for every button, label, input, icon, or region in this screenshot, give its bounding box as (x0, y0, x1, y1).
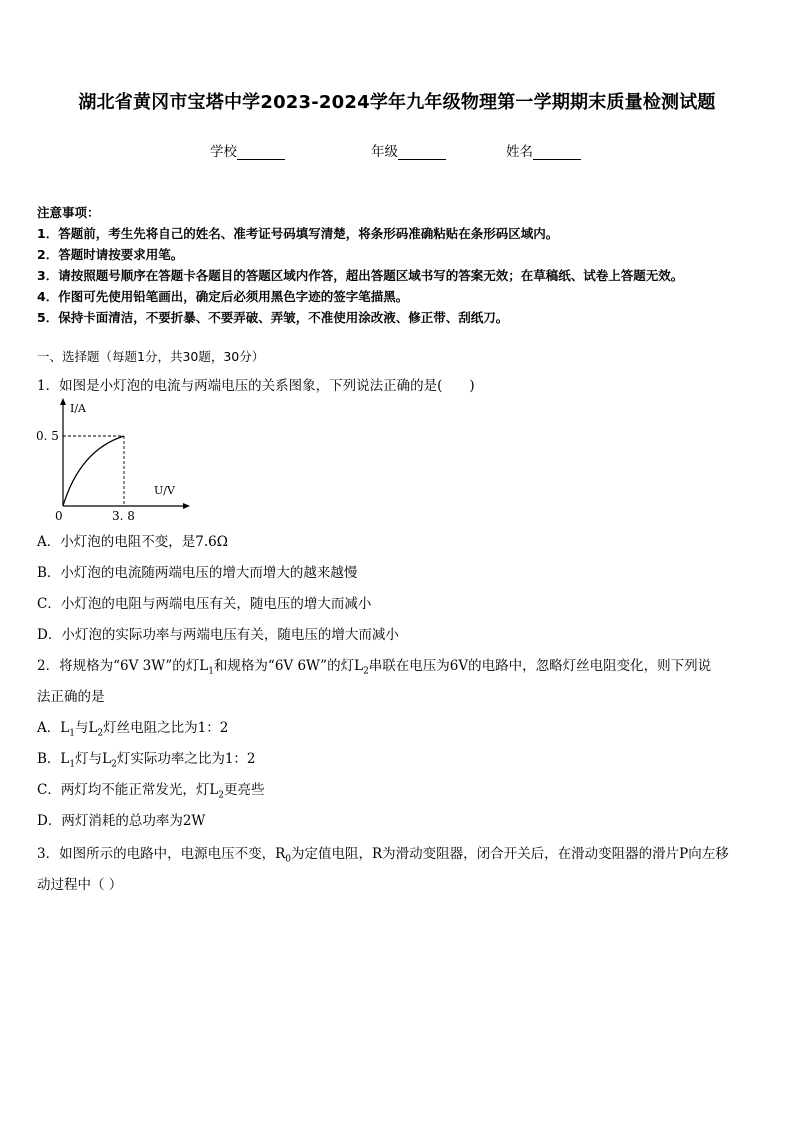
q2-option-b[interactable] (37, 747, 256, 770)
notice-item: 1．答题前，考生先将自己的姓名、准考证号码填写清楚，将条形码准确粘贴在条形码区域内。 (37, 226, 559, 241)
current-voltage-graph (30, 398, 190, 524)
q3-stem-part: 为定值电阻，R为滑动变阻器，闭合开关后，在滑动变阻器的滑片P向左移 (291, 846, 729, 862)
y-tick-label: 0. 5 (36, 429, 59, 443)
name-field[interactable] (506, 140, 581, 160)
subscript: 1 (69, 728, 75, 739)
notice-item: 2．答题时请按要求用笔。 (37, 247, 184, 262)
q1-option-b[interactable]: B．小灯泡的电流随两端电压的增大而增大的越来越慢 (37, 565, 358, 581)
notice-item: 5．保持卡面清洁，不要折暴、不要弄破、弄皱，不准使用涂改液、修正带、刮纸刀。 (37, 310, 509, 325)
notice-block (37, 202, 683, 328)
y-axis-label: I/A (70, 402, 86, 415)
y-axis-arrow (60, 398, 66, 405)
q1-stem: 1．如图是小灯泡的电流与两端电压的关系图象，下列说法正确的是( ) (37, 378, 475, 394)
option-text: 更亮些 (224, 782, 265, 798)
q3-stem-part: 3．如图所示的电路中，电源电压不变，R (37, 846, 286, 862)
subscript: 1 (208, 666, 214, 677)
subscript: 0 (285, 854, 291, 865)
q2-option-c[interactable] (37, 778, 265, 801)
exam-title: 湖北省黄冈市宝塔中学2023-2024学年九年级物理第一学期期末质量检测试题 (78, 92, 716, 113)
name-label: 姓名 (506, 144, 533, 160)
notice-item: 3．请按照题号顺序在答题卡各题目的答题区域内作答，超出答题区域书写的答案无效；在草稿纸、试卷上答题无效。 (37, 268, 684, 283)
origin-label: 0 (55, 509, 63, 523)
subscript: 1 (69, 759, 76, 770)
name-blank[interactable] (533, 145, 581, 160)
x-axis-label: U/V (154, 484, 175, 497)
q1-option-a[interactable]: A．小灯泡的电阻不变，是7.6Ω (37, 534, 228, 550)
option-text: 与L (74, 720, 98, 736)
section-title: 一、选择题（每题1分，共30题，30分） (37, 349, 265, 364)
notice-heading: 注意事项： (37, 205, 100, 220)
option-text: A．L (37, 720, 70, 736)
notice-item: 4．作图可先使用铅笔画出，确定后必须用黑色字迹的签字笔描黑。 (37, 289, 409, 304)
q1-option-d[interactable]: D．小灯泡的实际功率与两端电压有关，随电压的增大而减小 (37, 627, 399, 643)
iv-curve (63, 436, 124, 506)
subscript: 2 (97, 728, 104, 739)
school-blank[interactable] (237, 145, 285, 160)
q2-stem-part: 和规格为“6V 6W”的灯L (213, 658, 364, 674)
q2-option-d[interactable]: D．两灯消耗的总功率为2W (37, 813, 206, 829)
option-text: 灯实际功率之比为1：2 (116, 751, 256, 767)
q1-option-c[interactable]: C．小灯泡的电阻与两端电压有关，随电压的增大而减小 (37, 596, 372, 612)
subscript: 2 (363, 666, 369, 677)
subscript: 2 (218, 790, 225, 801)
option-text: 灯与L (75, 751, 112, 767)
q3-stem-line2: 动过程中（ ） (37, 877, 123, 893)
option-text: C．两灯均不能正常发光，灯L (37, 782, 219, 798)
school-label: 学校 (210, 144, 237, 160)
grade-blank[interactable] (398, 145, 446, 160)
x-tick-label: 3. 8 (112, 509, 135, 523)
option-text: 灯丝电阻之比为1：2 (103, 720, 229, 736)
x-axis-arrow (183, 503, 190, 509)
q2-stem-line1 (37, 654, 711, 677)
school-field[interactable] (210, 140, 285, 160)
q2-stem-line2: 法正确的是 (37, 689, 105, 705)
q2-option-a[interactable] (37, 716, 228, 739)
grade-field[interactable] (371, 140, 446, 160)
q3-stem-line1 (37, 842, 729, 865)
q2-stem-part: 2．将规格为“6V 3W”的灯L (37, 658, 209, 674)
q2-stem-part: 串联在电压为6V的电路中，忽略灯丝电阻变化，则下列说 (368, 658, 712, 674)
option-text: B．L (37, 751, 70, 767)
grade-label: 年级 (371, 144, 398, 160)
subscript: 2 (111, 759, 117, 770)
